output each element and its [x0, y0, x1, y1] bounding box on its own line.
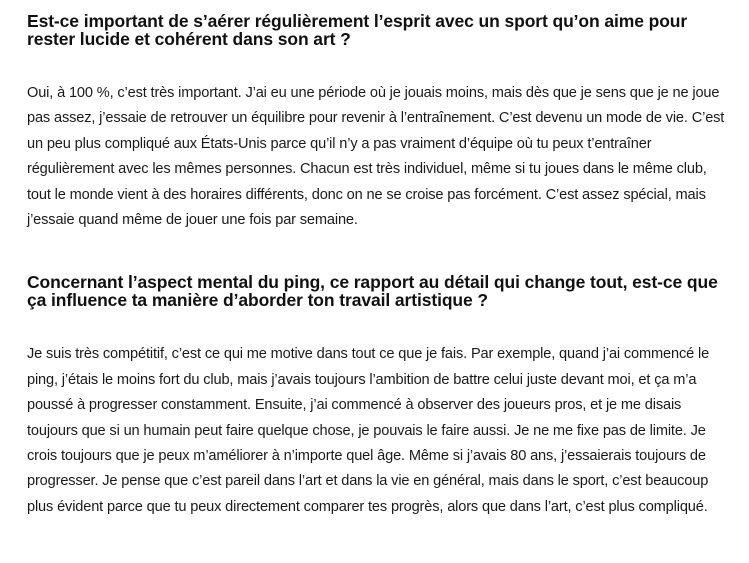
question-heading: Concernant l’aspect mental du ping, ce rapport au détail qui change tout, est-ce que ça influence ta manière d’aborder ton travail artistique ? [27, 272, 718, 311]
answer-paragraph: Je suis très compétitif, c’est ce qui me motive dans tout ce que je fais. Par exemple, quand j’ai commencé le ping, j’étais le moins fort du club, mais j’avais toujours l’ambition de battre celui juste devant moi, et ça m’a poussé à progresser constamment. Ensuite, j’ai commencé à observer des joueurs pros, et je me disais toujours que si un humain peut faire quelque chose, je pouvais le faire aussi. Je ne me fixe pas de limite. Je crois toujours que je peux m’améliorer à n’importe quel âge. Même si j’avais 80 ans, j’essaierais toujours de progresser. Je pense que c’est pareil dans l’art et dans la vie en général, mais dans le sport, c’est beaucoup plus évident parce que tu peux directement comparer tes progrès, alors que dans l’art, c’est plus compliqué. [27, 346, 710, 515]
question-heading: Est-ce important de s’aérer régulièrement l’esprit avec un sport qu’on aime pour rester lucide et cohérent dans son art ? [27, 11, 688, 49]
answer-paragraph: Oui, à 100 %, c’est très important. J’ai eu une période où je jouais moins, mais dès que je sens que je ne joue pas assez, j’essaie de retrouver un équilibre pour revenir à l’entraînement. C’est devenu un mode de vie. C’est un peu plus compliqué aux États-Unis parce qu’il n’y a pas vraiment d’équipe où tu peux t’entraîner régulièrement avec les mêmes personnes. Chacun est très individuel, même si tu joues dans le même club, tout le monde vient à des horaires différents, donc on ne se croise pas forcément. C’est assez spécial, mais j’essaie quand même de jouer une fois par semaine. [27, 85, 725, 229]
interview-article [27, 12, 727, 520]
